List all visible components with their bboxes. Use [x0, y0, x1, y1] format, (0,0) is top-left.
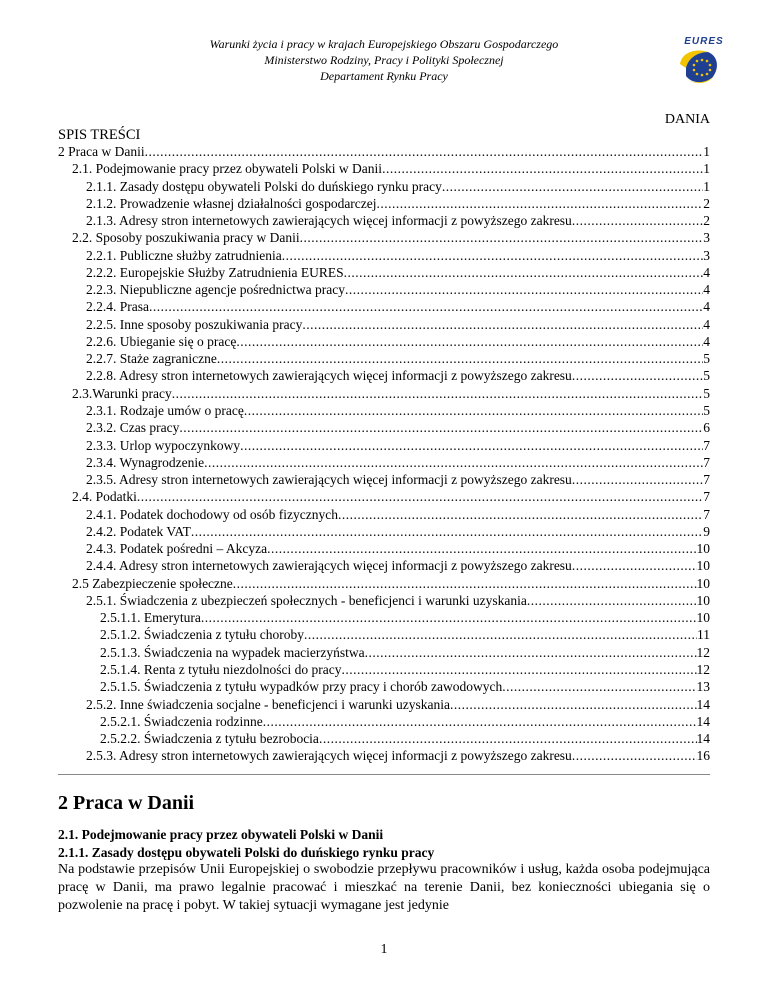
toc-entry[interactable]: 2.3.4. Wynagrodzenie ..... 7 [58, 455, 710, 472]
table-of-contents [58, 144, 710, 766]
toc-entry[interactable]: 2.5.2.2. Świadczenia z tytułu bezrobocia ..... 14 [58, 731, 710, 748]
toc-entry[interactable]: 2.5.1.5. Świadczenia z tytułu wypadków przy pracy i chorób zawodowych ..... 13 [58, 679, 710, 696]
toc-entry[interactable]: 2.1.3. Adresy stron internetowych zawierających więcej informacji z powyższego zakresu ..... 2 [58, 213, 710, 230]
toc-entry[interactable]: 2.5.1.4. Renta z tytułu niezdolności do pracy ..... 12 [58, 662, 710, 679]
toc-entry[interactable]: 2.2.7. Staże zagraniczne ..... 5 [58, 351, 710, 368]
toc-entry[interactable]: 2.1.1. Zasady dostępu obywateli Polski do duńskiego rynku pracy ..... 1 [58, 179, 710, 196]
toc-entry[interactable]: 2.5.1. Świadczenia z ubezpieczeń społecznych - beneficjenci i warunki uzyskania ..... 10 [58, 593, 710, 610]
toc-entry[interactable]: 2.5.1.3. Świadczenia na wypadek macierzyństwa ..... 12 [58, 645, 710, 662]
toc-entry[interactable]: 2.2.6. Ubieganie się o pracę ..... 4 [58, 334, 710, 351]
toc-entry[interactable]: 2.2.3. Niepubliczne agencje pośrednictwa pracy ..... 4 [58, 282, 710, 299]
toc-entry[interactable]: 2.3.5. Adresy stron internetowych zawierających więcej informacji z powyższego zakresu ..... 7 [58, 472, 710, 489]
toc-entry[interactable]: 2.3.Warunki pracy ..... 5 [58, 386, 710, 403]
subsection-heading: 2.1.1. Zasady dostępu obywateli Polski do duńskiego rynku pracy [58, 845, 435, 860]
toc-entry[interactable]: 2.2.8. Adresy stron internetowych zawierających więcej informacji z powyższego zakresu ..... 5 [58, 368, 710, 385]
toc-entry[interactable]: 2.3.1. Rodzaje umów o pracę ..... 5 [58, 403, 710, 420]
toc-entry[interactable]: 2.2.1. Publiczne służby zatrudnienia ..... 3 [58, 248, 710, 265]
toc-entry[interactable]: 2.1.2. Prowadzenie własnej działalności gospodarczej ..... 2 [58, 196, 710, 213]
toc-entry[interactable]: 2.4.4. Adresy stron internetowych zawierających więcej informacji z powyższego zakresu ..... 10 [58, 558, 710, 575]
eures-logo [674, 34, 726, 86]
toc-entry[interactable]: 2.2.4. Prasa ..... 4 [58, 299, 710, 316]
chapter-heading: 2 Praca w Danii [58, 792, 195, 814]
toc-entry[interactable]: 2.2.2. Europejskie Służby Zatrudnienia EURES ..... 4 [58, 265, 710, 282]
toc-entry[interactable]: 2.5 Zabezpieczenie społeczne ..... 10 [58, 576, 710, 593]
toc-entry[interactable]: 2.5.1.1. Emerytura ..... 10 [58, 610, 710, 627]
toc-entry[interactable]: 2.4. Podatki ..... 7 [58, 489, 710, 506]
toc-entry[interactable]: 2.5.1.2. Świadczenia z tytułu choroby ..... 11 [58, 627, 710, 644]
header-line-1: Warunki życia i pracy w krajach Europejskiego Obszaru Gospodarczego [209, 37, 559, 51]
toc-entry[interactable]: 2.4.2. Podatek VAT ..... 9 [58, 524, 710, 541]
toc-entry[interactable]: 2.5.2. Inne świadczenia socjalne - beneficjenci i warunki uzyskania ..... 14 [58, 697, 710, 714]
section-divider [58, 774, 710, 775]
toc-entry[interactable]: 2 Praca w Danii ..... 1 [58, 144, 710, 161]
page-number: 1 [380, 942, 388, 957]
toc-title: SPIS TREŚCI [58, 127, 141, 143]
section-heading: 2.1. Podejmowanie pracy przez obywateli Polski w Danii [58, 827, 384, 842]
page-header [0, 36, 768, 84]
toc-entry[interactable]: 2.2.5. Inne sposoby poszukiwania pracy ..... 4 [58, 317, 710, 334]
country-label: DANIA [664, 112, 710, 127]
toc-entry[interactable]: 2.4.3. Podatek pośredni – Akcyza ..... 10 [58, 541, 710, 558]
header-line-2: Ministerstwo Rodziny, Pracy i Polityki Społecznej [264, 53, 504, 67]
toc-entry[interactable]: 2.1. Podejmowanie pracy przez obywateli Polski w Danii ..... 1 [58, 161, 710, 178]
toc-entry[interactable]: 2.5.2.1. Świadczenia rodzinne ..... 14 [58, 714, 710, 731]
body-paragraph: Na podstawie przepisów Unii Europejskiej o swobodzie przepływu pracowników i usług, każda osoba podejmująca pracę w Danii, ma prawo legalnie pracować i mieszkać na terenie Danii, bez konieczności ubiegania się o pozwolenie na pracę i pobyt. W takiej sytuacji wymagane jest jedynie [58, 862, 710, 913]
toc-entry[interactable]: 2.2. Sposoby poszukiwania pracy w Danii ..... 3 [58, 230, 710, 247]
toc-entry[interactable]: 2.3.2. Czas pracy ..... 6 [58, 420, 710, 437]
logo-text: EURES [684, 36, 724, 47]
toc-entry[interactable]: 2.3.3. Urlop wypoczynkowy ..... 7 [58, 438, 710, 455]
header-line-3: Departament Rynku Pracy [320, 69, 448, 83]
toc-entry[interactable]: 2.4.1. Podatek dochodowy od osób fizycznych ..... 7 [58, 507, 710, 524]
toc-entry[interactable]: 2.5.3. Adresy stron internetowych zawierających więcej informacji z powyższego zakresu ..... 16 [58, 748, 710, 765]
